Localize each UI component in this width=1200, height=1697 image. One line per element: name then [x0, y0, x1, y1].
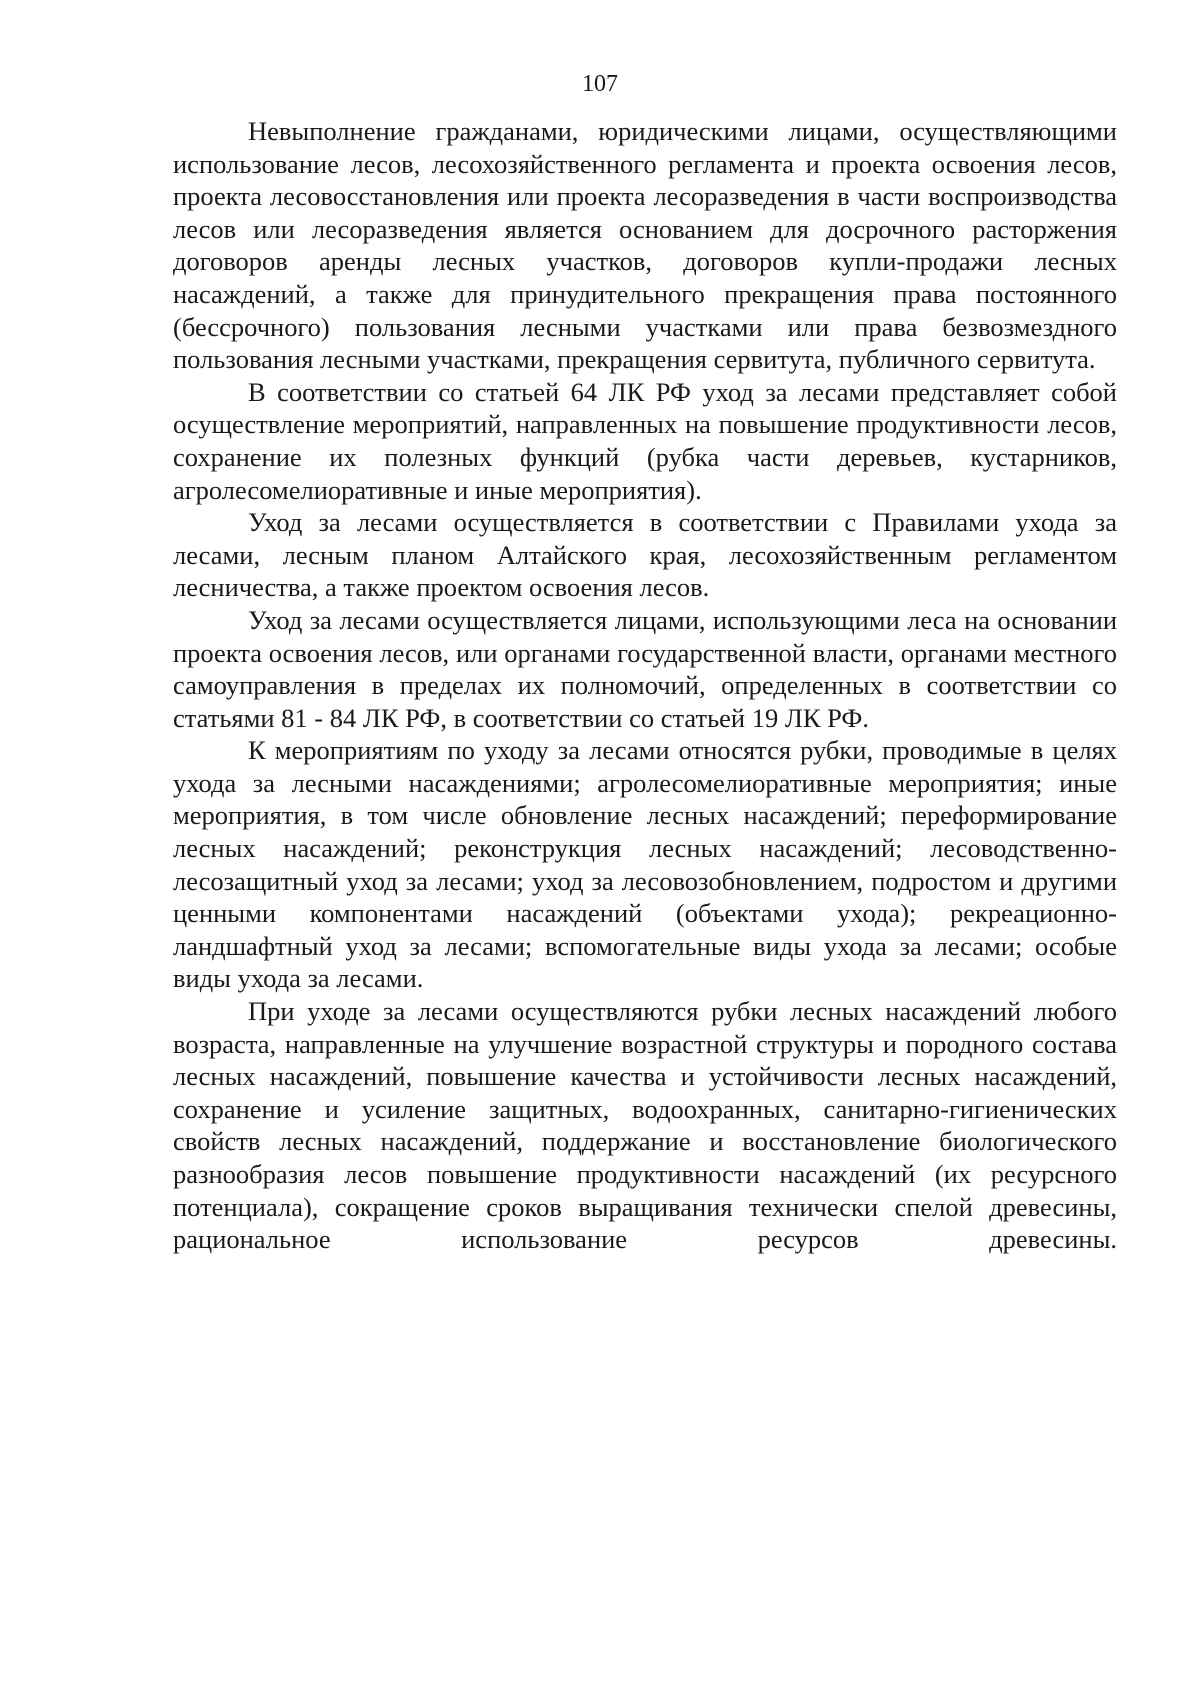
paragraph-care-fellings: При уходе за лесами осуществляются рубки лесных насаждений любого возраста, направленные на улучшение возрастной структуры и породного состава лесных насаждений, повышение качества и устойчивости лесных насаждений, сохранение и усиление защитных, водоохранных, санитарно-гигиенических свойств лесных насаждений, поддержание и восстановление биологического разнообразия лесов повышение продуктивности насаждений (их ресурсного потенциала), сокращение сроков выращивания технически спелой древесины, рациональное использование ресурсов древесины. — [173, 996, 1117, 1255]
paragraph-care-rules: Уход за лесами осуществляется в соответствии с Правилами ухода за лесами, лесным планом Алтайского края, лесохозяйственным регламентом лесничества, а также проектом освоения лесов. — [173, 507, 1117, 603]
paragraph-care-performers: Уход за лесами осуществляется лицами, использующими леса на основании проекта освоения лесов, или органами государственной власти, органами местного самоуправления в пределах их полномочий, определенных в соответствии со статьями 81 - 84 ЛК РФ, в соответствии со статьей 19 ЛК РФ. — [173, 604, 1117, 733]
page-number: 107 — [582, 71, 618, 97]
paragraph-article-64: В соответствии со статьей 64 ЛК РФ уход за лесами представляет собой осуществление мероприятий, направленных на повышение продуктивности лесов, сохранение их полезных функций (рубка части деревьев, кустарников, агролесомелиоративные и иные мероприятия). — [173, 376, 1117, 505]
document-body — [173, 115, 1117, 1256]
paragraph-noncompliance: Невыполнение гражданами, юридическими лицами, осуществляющими использование лесов, лесохозяйственного регламента и проекта освоения лесов, проекта лесовосстановления или проекта лесоразведения в части воспроизводства лесов или лесоразведения является основанием для досрочного расторжения договоров аренды лесных участков, договоров купли-продажи лесных насаждений, а также для принудительного прекращения права постоянного (бессрочного) пользования лесными участками или права безвозмездного пользования лесными участками, прекращения сервитута, публичного сервитута. — [173, 116, 1117, 375]
paragraph-care-activities: К мероприятиям по уходу за лесами относятся рубки, проводимые в целях ухода за лесными насаждениями; агролесомелиоративные мероприятия; иные мероприятия, в том числе обновление лесных насаждений; переформирование лесных насаждений; реконструкция лесных насаждений; лесоводственно-лесозащитный уход за лесами; уход за лесовозобновлением, подростом и другими ценными компонентами насаждений (объектами ухода); рекреационно-ландшафтный уход за лесами; вспомогательные виды ухода за лесами; особые виды ухода за лесами. — [173, 735, 1117, 994]
